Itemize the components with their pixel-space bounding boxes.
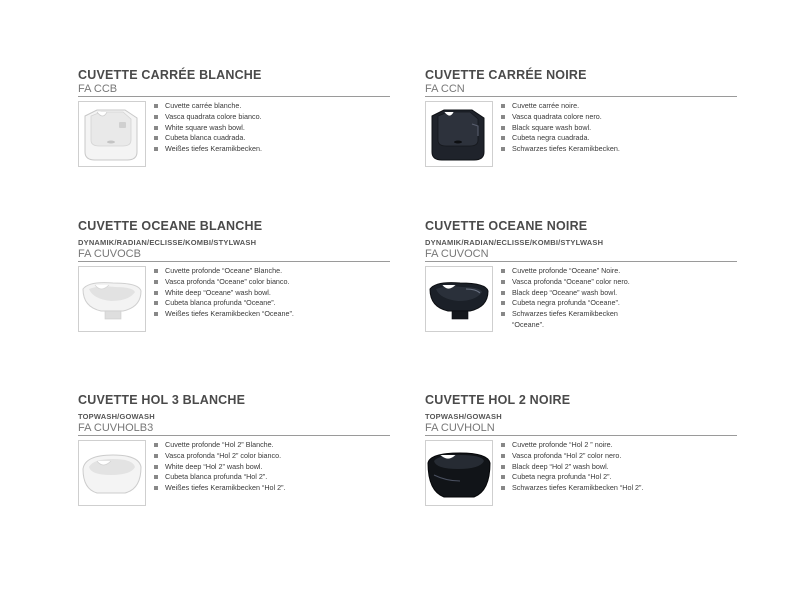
description-it: Vasca profonda “Oceane” color nero. bbox=[501, 277, 651, 288]
product-cuvette-carree-noire bbox=[425, 68, 737, 167]
description-fr: Cuvette profonde “Hol 2” Blanche. bbox=[154, 440, 304, 451]
description-en: Black square wash bowl. bbox=[501, 123, 651, 134]
white-square-bowl-image bbox=[78, 101, 146, 167]
description-it: Vasca quadrata colore bianco. bbox=[154, 112, 304, 123]
description-de: Weißes tiefes Keramikbecken “Oceane”. bbox=[154, 309, 304, 320]
product-description-list bbox=[154, 101, 304, 167]
product-cuvette-oceane-noire bbox=[425, 219, 737, 332]
product-description-list bbox=[501, 101, 651, 167]
black-hol-bowl-image bbox=[425, 440, 493, 506]
product-code: FA CUVHOLB3 bbox=[78, 422, 390, 436]
description-es: Cubeta blanca profunda “Oceane”. bbox=[154, 298, 304, 309]
product-code: FA CUVHOLN bbox=[425, 422, 737, 436]
white-oceane-bowl-image bbox=[78, 266, 146, 332]
product-title: CUVETTE OCEANE NOIRE bbox=[425, 219, 588, 233]
description-fr: Cuvette profonde “Oceane” Noire. bbox=[501, 266, 651, 277]
product-cuvette-hol-2-noire bbox=[425, 393, 737, 506]
product-title: CUVETTE OCEANE BLANCHE bbox=[78, 219, 263, 233]
product-description-list bbox=[154, 266, 304, 332]
description-es: Cubeta negra cuadrada. bbox=[501, 133, 651, 144]
product-title: CUVETTE CARRÉE BLANCHE bbox=[78, 68, 262, 82]
description-de: Schwarzes tiefes Keramikbecken. bbox=[501, 144, 651, 155]
description-fr: Cuvette carrée blanche. bbox=[154, 101, 304, 112]
product-cuvette-oceane-blanche bbox=[78, 219, 390, 332]
product-compatibility: TOPWASH/GOWASH bbox=[78, 412, 155, 421]
description-fr: Cuvette carrée noire. bbox=[501, 101, 651, 112]
product-title: CUVETTE HOL 3 BLANCHE bbox=[78, 393, 246, 407]
description-es: Cubeta negra profunda “Oceane”. bbox=[501, 298, 651, 309]
product-compatibility: DYNAMIK/RADIAN/ECLISSE/KOMBI/STYLWASH bbox=[425, 238, 604, 247]
product-title: CUVETTE CARRÉE NOIRE bbox=[425, 68, 587, 82]
description-en: White square wash bowl. bbox=[154, 123, 304, 134]
product-code: FA CCN bbox=[425, 83, 737, 97]
description-en: Black deep “Oceane” wash bowl. bbox=[501, 288, 651, 299]
description-de: Weißes tiefes Keramikbecken “Hol 2”. bbox=[154, 483, 304, 494]
product-compatibility: TOPWASH/GOWASH bbox=[425, 412, 502, 421]
white-hol-bowl-image bbox=[78, 440, 146, 506]
black-oceane-bowl-image bbox=[425, 266, 493, 332]
product-cuvette-hol-3-blanche bbox=[78, 393, 390, 506]
product-description-list bbox=[501, 266, 651, 332]
description-it: Vasca quadrata colore nero. bbox=[501, 112, 651, 123]
product-code: FA CUVOCB bbox=[78, 248, 390, 262]
description-en: White deep “Oceane” wash bowl. bbox=[154, 288, 304, 299]
product-title: CUVETTE HOL 2 NOIRE bbox=[425, 393, 571, 407]
product-description-list bbox=[501, 440, 651, 506]
description-de: Schwarzes tiefes Keramikbecken “Oceane”. bbox=[501, 309, 651, 331]
description-de: Schwarzes tiefes Keramikbecken “Hol 2”. bbox=[501, 483, 651, 494]
product-compatibility: DYNAMIK/RADIAN/ECLISSE/KOMBI/STYLWASH bbox=[78, 238, 257, 247]
description-es: Cubeta negra profunda “Hol 2”. bbox=[501, 472, 651, 483]
description-fr: Cuvette profonde “Oceane” Blanche. bbox=[154, 266, 304, 277]
description-en: White deep “Hol 2” wash bowl. bbox=[154, 462, 304, 473]
description-es: Cubeta blanca cuadrada. bbox=[154, 133, 304, 144]
product-code: FA CCB bbox=[78, 83, 390, 97]
description-it: Vasca profonda “Oceane” color bianco. bbox=[154, 277, 304, 288]
product-code: FA CUVOCN bbox=[425, 248, 737, 262]
product-cuvette-carree-blanche bbox=[78, 68, 390, 167]
description-de: Weißes tiefes Keramikbecken. bbox=[154, 144, 304, 155]
description-it: Vasca profonda “Hol 2” color bianco. bbox=[154, 451, 304, 462]
black-square-bowl-image bbox=[425, 101, 493, 167]
product-description-list bbox=[154, 440, 304, 506]
description-en: Black deep “Hol 2” wash bowl. bbox=[501, 462, 651, 473]
description-es: Cubeta blanca profunda “Hol 2”. bbox=[154, 472, 304, 483]
description-it: Vasca profonda “Hol 2” color nero. bbox=[501, 451, 651, 462]
description-fr: Cuvette profonde “Hol 2 ” noire. bbox=[501, 440, 651, 451]
